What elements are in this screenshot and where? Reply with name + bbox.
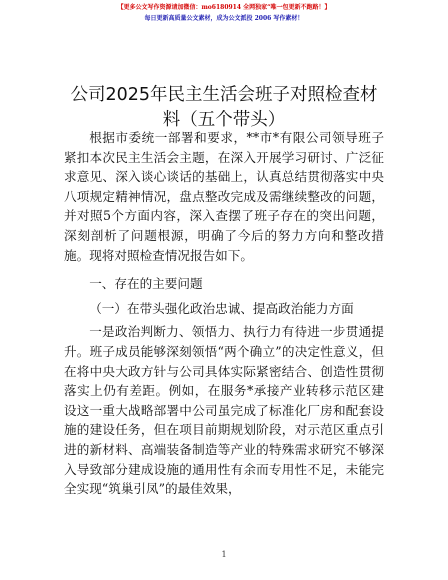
document-title: 公司2025年民主生活会班子对照检查材料（五个带头） — [70, 85, 378, 130]
promo-banner-line-1: 【更多公文写作资源请加微信：mo6180914 全网独家“唯一包更新不跑路！】 — [117, 4, 331, 11]
intro-paragraph: 根据市委统一部署和要求，**市*有限公司领导班子紧扣本次民主生活会主题，在深入开展学习研讨、广泛征求意见、深入谈心谈话的基础上，认真总结贯彻落实中央八项规定精神情况，盘点整改完成及需继续整改的问题，并对照5个方面内容，深入查摆了班子存在的突出问题，深刻剖析了问题根源，明确了今后的努力方向和整改措施。现将对照检查情况报告如下。 — [64, 130, 384, 263]
page-number: 1 — [221, 550, 227, 559]
document-body — [64, 128, 384, 499]
body-paragraph: 一是政治判断力、领悟力、执行力有待进一步贯通提升。班子成员能够深刻领悟“两个确立”的决定性意义，但在将中央大政方针与公司具体实际紧密结合、创造性贯彻落实上仍有差距。例如，在服务*承接产业转移示范区建设这一重大战略部署中公司虽完成了标准化厂房和配套设施的建设任务，但在项目前期规划阶段，对示范区重点引进的新材料、高端装备制造等产业的特殊需求研究不够深入导致部分建成设施的通用性有余而专用性不足，未能完全实现“筑巢引凤”的最佳效果， — [64, 324, 384, 497]
subsection-heading: （一）在带头强化政治忠诚、提高政治能力方面 — [89, 300, 354, 316]
section-heading: 一、存在的主要问题 — [89, 276, 203, 292]
promo-banner-line-2: 每日更新高质量公文素材，成为公文派投 2006 写作素材！ — [144, 15, 304, 22]
